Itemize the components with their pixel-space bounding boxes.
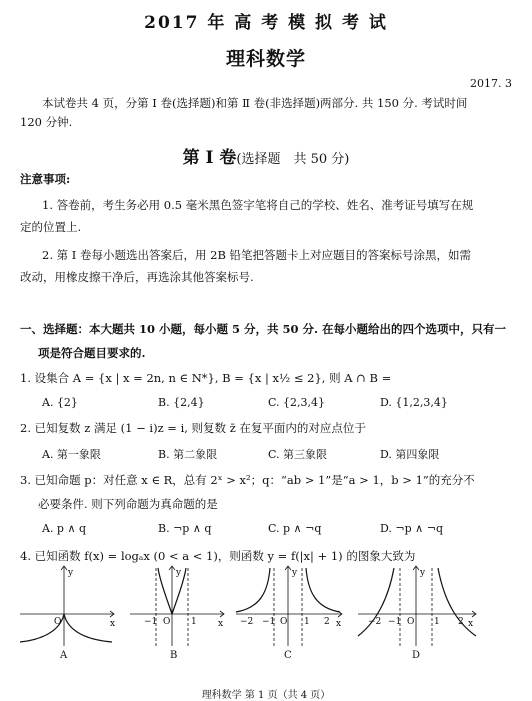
graph-d-tick-2: 2: [458, 617, 464, 627]
intro-line-1: 本试卷共 4 页，分第 Ⅰ 卷(选择题)和第 Ⅱ 卷(非选择题)两部分. 共 150 分. 考试时间: [42, 96, 468, 110]
graph-b-origin: O: [163, 617, 171, 627]
graph-d-y-label: y: [420, 568, 426, 578]
graph-a: [18, 562, 118, 648]
notice-title: 注意事项:: [20, 172, 71, 186]
q1-option-d: D. {1,2,3,4}: [380, 396, 448, 409]
graph-a-x-label: x: [110, 619, 116, 629]
volume-subtitle: (选择题 共 50 分): [236, 152, 350, 167]
graph-c-x-label: x: [336, 619, 342, 629]
q1-option-b: B. {2,4}: [158, 396, 205, 409]
graph-c-curve-right: [306, 568, 340, 612]
q2-option-c: C. 第三象限: [268, 448, 328, 461]
exam-title: 2017 年 高 考 模 拟 考 试: [144, 13, 388, 33]
graph-c-tick-1: 1: [304, 617, 310, 627]
q2-option-b: B. 第二象限: [158, 448, 218, 461]
graph-c-origin: O: [280, 617, 288, 627]
graph-b-label: B: [170, 650, 178, 661]
subject-title: 理科数学: [225, 48, 306, 70]
q2-option-a: A. 第一象限: [42, 448, 101, 461]
graph-b-tick-neg1: −1: [144, 617, 158, 627]
graph-c-curve-left: [236, 568, 270, 612]
graph-b-curve-left: [158, 568, 172, 614]
graph-d-tick-neg1: −1: [388, 617, 402, 627]
q3-option-c: C. p ∧ ¬q: [268, 522, 322, 535]
notice-item1-line1: 1. 答卷前，考生务必用 0.5 毫米黑色签字笔将自己的学校、姓名、准考证号填写在规: [42, 198, 474, 212]
notice-item1-line2: 定的位置上.: [20, 220, 82, 234]
q2-stem: 2. 已知复数 z 满足 (1 − i)z = i, 则复数 z̄ 在复平面内的对应点位于: [20, 421, 366, 435]
graph-d-label: D: [412, 650, 421, 661]
section1-line-2: 项是符合题目要求的.: [38, 346, 146, 360]
section1-line-1: 一、选择题：本大题共 10 小题，每小题 5 分，共 50 分. 在每小题给出的四个选项中，只有一: [20, 322, 507, 336]
graph-c-tick-2: 2: [324, 617, 330, 627]
graph-d-tick-1: 1: [434, 617, 440, 627]
q2-option-d: D. 第四象限: [380, 448, 440, 461]
notice-item2-line1: 2. 第 Ⅰ 卷每小题选出答案后，用 2B 铅笔把答题卡上对应题目的答案标号涂黑，如需: [42, 248, 472, 262]
volume-heading: [0, 143, 532, 168]
graph-d: [356, 562, 480, 648]
q4-stem: 4. 已知函数 f(x) = logₐx (0 < a < 1)，则函数 y = f(|x| + 1) 的图象大致为: [20, 549, 416, 563]
graph-c: [234, 562, 346, 648]
graph-a-origin: O: [54, 617, 62, 627]
notice-item2-line2: 改动，用橡皮擦干净后，再选涂其他答案标号.: [20, 270, 254, 284]
q3-option-a: A. p ∧ q: [42, 522, 87, 535]
intro-line-2: 120 分钟.: [20, 115, 73, 129]
graph-a-y-label: y: [68, 568, 74, 578]
graph-b-y-label: y: [176, 568, 182, 578]
volume-title: 第 Ⅰ 卷: [182, 148, 237, 168]
graph-a-label: A: [60, 650, 68, 661]
graph-b-x-label: x: [218, 619, 224, 629]
q3-option-d: D. ¬p ∧ ¬q: [380, 522, 443, 535]
graph-c-tick-neg1: −1: [262, 617, 276, 627]
graph-d-tick-neg2: −2: [368, 617, 382, 627]
graph-c-label: C: [284, 650, 292, 661]
page-footer: 理科数学 第 1 页（共 4 页）: [201, 690, 331, 701]
q1-option-a: A. {2}: [42, 396, 78, 409]
graph-b-tick-1: 1: [191, 617, 197, 627]
graph-c-y-label: y: [292, 568, 298, 578]
q1-option-c: C. {2,3,4}: [268, 396, 326, 409]
q3-option-b: B. ¬p ∧ q: [158, 522, 212, 535]
graph-a-curve-right: [64, 614, 112, 642]
q3-line-1: 3. 已知命题 p：对任意 x ∈ R，总有 2ˣ > x²；q：“ab > 1”是“a > 1，b > 1”的充分不: [20, 473, 475, 487]
graph-c-tick-neg2: −2: [240, 617, 254, 627]
graph-b: [128, 562, 228, 648]
q3-line-2: 必要条件. 则下列命题为真命题的是: [38, 497, 218, 511]
graph-d-x-label: x: [468, 619, 474, 629]
exam-date: 2017. 3: [470, 77, 512, 90]
q1-stem: 1. 设集合 A = {x | x = 2n, n ∈ N*}, B = {x | x½ ≤ 2}, 则 A ∩ B =: [20, 371, 392, 385]
graph-d-origin: O: [407, 617, 415, 627]
